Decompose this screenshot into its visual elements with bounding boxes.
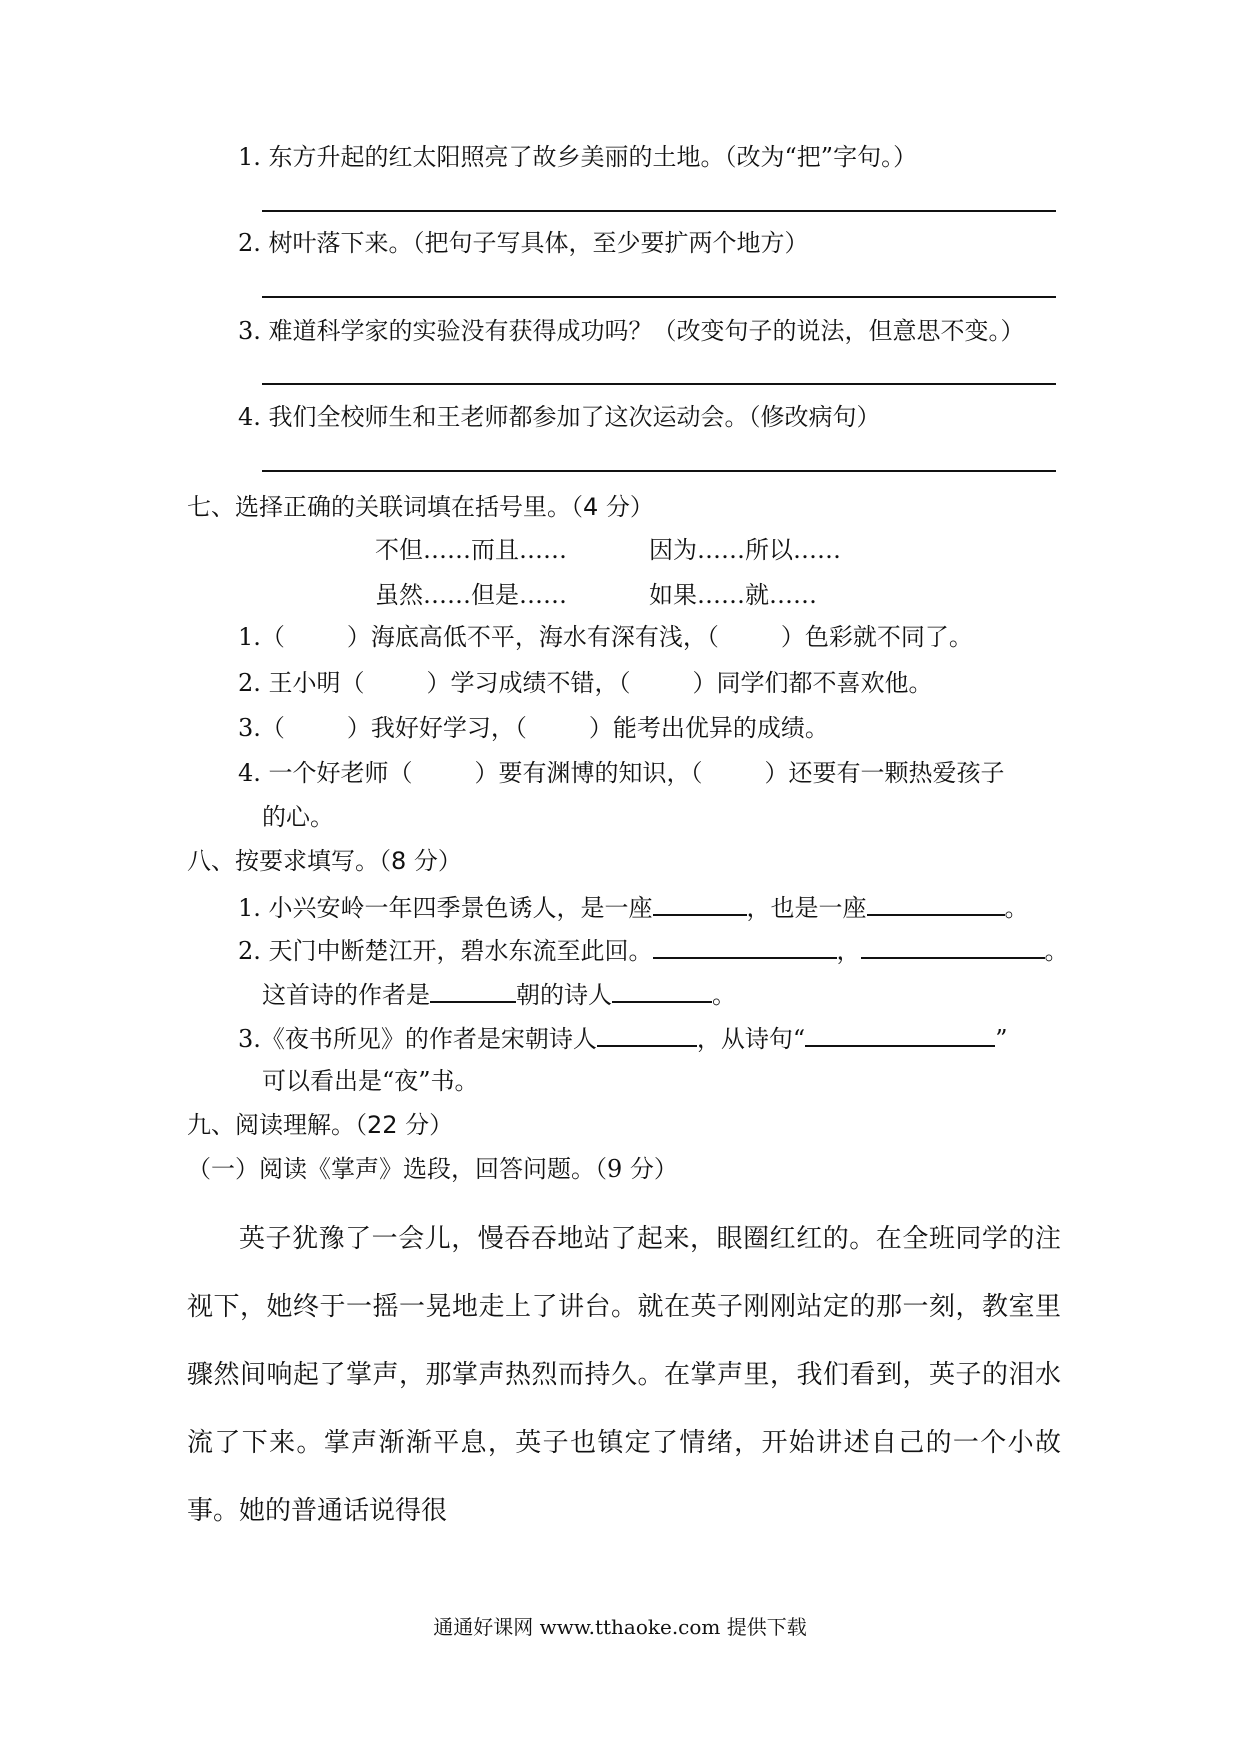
rewrite-question-1: 1. 东方升起的红太阳照亮了故乡美丽的土地。（改为“把”字句。） <box>238 143 918 171</box>
fill-q2b-part-a: 这首诗的作者是 <box>262 981 430 1009</box>
conjunction-question-2 <box>238 668 933 698</box>
reading-passage-text: 英子犹豫了一会儿，慢吞吞地站了起来，眼圈红红的。在全班同学的注视下，她终于一摇一晃地走上了讲台。就在英子刚刚站定的那一刻，教室里骤然间响起了掌声，那掌声热烈而持久。在掌声里，我们看到，英子的泪水流了下来。掌声渐渐平息，英子也镇定了情绪，开始讲述自己的一个小故事。她的普通话说得很 <box>187 1224 1061 1526</box>
fill-q2-part-b: ， <box>836 937 861 965</box>
fill-q1-blank-1[interactable] <box>653 890 747 916</box>
conjunction-question-4-continued: 的心。 <box>262 803 334 831</box>
q3-part-c: ）能考出优异的成绩。 <box>588 714 829 742</box>
page-footer: 通通好课网 www.tthaoke.com 提供下载 <box>433 1615 807 1639</box>
answer-line-2[interactable] <box>262 296 1056 298</box>
rewrite-question-4: 4. 我们全校师生和王老师都参加了这次运动会。（修改病句） <box>238 403 881 431</box>
q1-part-c: ）色彩就不同了。 <box>780 623 973 651</box>
fill-q2b-part-b: 朝的诗人 <box>516 981 612 1009</box>
fill-question-1 <box>238 890 1029 923</box>
fill-q2b-blank-2[interactable] <box>612 977 712 1003</box>
q2-part-c: ）同学们都不喜欢他。 <box>692 669 933 697</box>
fill-q2-blank-2[interactable] <box>861 933 1045 959</box>
fill-q2-blank-1[interactable] <box>653 933 837 959</box>
q4-part-a: 4. 一个好老师（ <box>238 759 413 787</box>
fill-q1-part-c: 。 <box>1004 894 1029 922</box>
fill-q2b-blank-1[interactable] <box>430 977 516 1003</box>
q4-part-b: ）要有渊博的知识，（ <box>474 759 703 787</box>
answer-line-3[interactable] <box>262 383 1056 385</box>
q3-part-a: 3.（ <box>238 714 285 742</box>
conjunction-option-1: 不但……而且…… <box>375 536 567 564</box>
fill-question-3-continued: 可以看出是“夜”书。 <box>262 1067 479 1095</box>
section-8-title: 八、按要求填写。（8 分） <box>187 847 462 875</box>
answer-line-1[interactable] <box>262 210 1056 212</box>
q1-part-a: 1.（ <box>238 623 285 651</box>
fill-q3-part-a: 3.《夜书所见》的作者是宋朝诗人 <box>238 1025 597 1053</box>
conjunction-question-4 <box>238 758 1005 788</box>
section-7-title: 七、选择正确的关联词填在括号里。（4 分） <box>187 493 654 521</box>
reading-subtitle: （一）阅读《掌声》选段，回答问题。（9 分） <box>187 1155 678 1183</box>
fill-q3-blank-1[interactable] <box>597 1021 697 1047</box>
conjunction-option-3: 虽然……但是…… <box>375 581 567 609</box>
fill-q1-part-b: ，也是一座 <box>746 894 867 922</box>
fill-question-2-author <box>262 977 736 1010</box>
q1-part-b: ）海底高低不平，海水有深有浅，（ <box>346 623 719 651</box>
fill-q3-part-b: ，从诗句“ <box>696 1025 806 1053</box>
section-9-title: 九、阅读理解。（22 分） <box>187 1111 454 1139</box>
conjunction-option-2: 因为……所以…… <box>649 536 841 564</box>
q2-part-a: 2. 王小明（ <box>238 669 365 697</box>
fill-question-2 <box>238 933 1069 966</box>
fill-q2-part-c: 。 <box>1044 937 1069 965</box>
fill-question-3 <box>238 1021 1007 1054</box>
q2-part-b: ）学习成绩不错，（ <box>426 669 631 697</box>
conjunction-question-1 <box>238 622 973 652</box>
conjunction-question-3 <box>238 713 829 743</box>
q3-part-b: ）我好好学习，（ <box>346 714 527 742</box>
fill-q3-blank-2[interactable] <box>805 1021 995 1047</box>
fill-q2b-part-c: 。 <box>712 981 736 1009</box>
rewrite-question-2: 2. 树叶落下来。（把句子写具体，至少要扩两个地方） <box>238 229 809 257</box>
fill-q1-part-a: 1. 小兴安岭一年四季景色诱人，是一座 <box>238 894 653 922</box>
fill-q2-part-a: 2. 天门中断楚江开，碧水东流至此回。 <box>238 937 653 965</box>
q4-part-c: ）还要有一颗热爱孩子 <box>764 759 1005 787</box>
answer-line-4[interactable] <box>262 470 1056 472</box>
reading-passage <box>187 1205 1061 1545</box>
rewrite-question-3: 3. 难道科学家的实验没有获得成功吗？（改变句子的说法，但意思不变。） <box>238 317 1025 345</box>
fill-q3-part-c: ” <box>995 1025 1008 1053</box>
fill-q1-blank-2[interactable] <box>867 890 1005 916</box>
conjunction-option-4: 如果……就…… <box>649 581 817 609</box>
